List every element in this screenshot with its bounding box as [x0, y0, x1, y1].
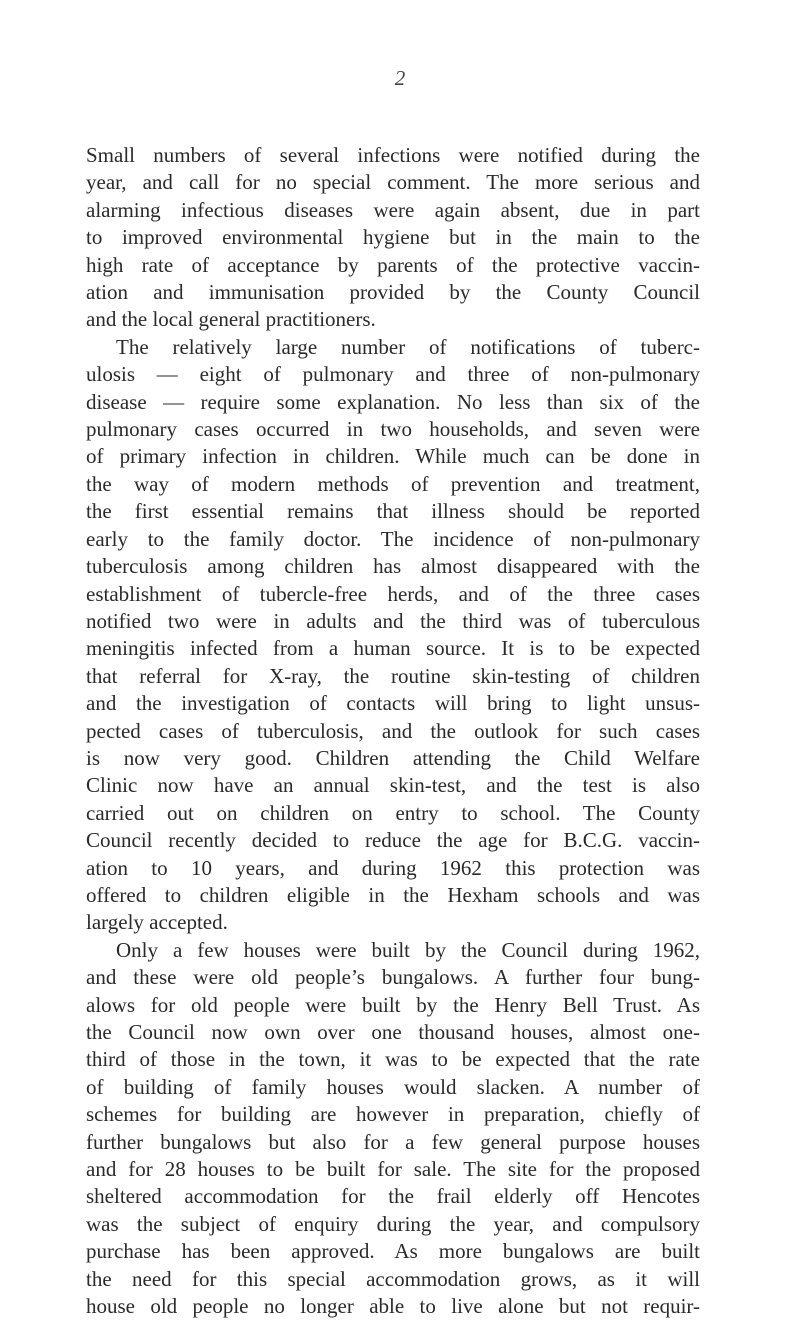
text-line: largely accepted. [86, 910, 228, 935]
text-line: Only a few houses were built by the Council during 1962, [116, 937, 700, 962]
text-line: is now very good. Children attending the Child Welfare [86, 745, 700, 770]
text-line: pulmonary cases occurred in two households, and seven were [86, 417, 700, 442]
text-line: third of those in the town, it was to be expected that the rate [86, 1047, 700, 1072]
text-line: and the investigation of contacts will bring to light unsus- [86, 691, 700, 716]
text-line: alows for old people were built by the Henry Bell Trust. As [86, 992, 700, 1017]
text-line: the need for this special accommodation grows, as it will [86, 1266, 700, 1291]
text-line: meningitis infected from a human source. It is to be expected [86, 636, 700, 661]
text-line: and for 28 houses to be built for sale. The site for the proposed [86, 1157, 700, 1182]
text-line: house old people no longer able to live alone but not requir- [86, 1294, 700, 1319]
text-line: establishment of tubercle-free herds, and of the three cases [86, 581, 700, 606]
text-line: pected cases of tuberculosis, and the outlook for such cases [86, 718, 700, 743]
text-line: the first essential remains that illness should be reported [86, 499, 700, 524]
text-line: was the subject of enquiry during the year, and compulsory [86, 1211, 700, 1236]
text-line: Clinic now have an annual skin-test, and the test is also [86, 773, 700, 798]
paragraph-tuberculosis [86, 334, 700, 937]
text-line: of primary infection in children. While much can be done in [86, 444, 700, 469]
text-line: notified two were in adults and the third was of tuberculous [86, 608, 700, 633]
text-line: ation and immunisation provided by the County Council [86, 280, 700, 305]
text-line: to improved environmental hygiene but in the main to the [86, 225, 700, 250]
text-line: year, and call for no special comment. The more serious and [86, 170, 700, 195]
paragraph-infections [86, 142, 700, 334]
text-line: early to the family doctor. The incidence of non-pulmonary [86, 526, 700, 551]
page-number: 2 [394, 66, 406, 90]
text-line: schemes for building are however in preparation, chiefly of [86, 1102, 700, 1127]
text-line: The relatively large number of notifications of tuberc- [116, 334, 700, 359]
text-line: purchase has been approved. As more bungalows are built [86, 1239, 700, 1264]
text-line: further bungalows but also for a few general purpose houses [86, 1129, 700, 1154]
text-line: high rate of acceptance by parents of the protective vaccin- [86, 252, 700, 277]
body-text [86, 142, 700, 1320]
text-line: and the local general practitioners. [86, 307, 376, 332]
text-line: that referral for X-ray, the routine skin-testing of children [86, 663, 700, 688]
text-line: ation to 10 years, and during 1962 this protection was [86, 855, 700, 880]
paragraph-housing [86, 937, 700, 1321]
text-line: sheltered accommodation for the frail elderly off Hencotes [86, 1184, 700, 1209]
text-line: alarming infectious diseases were again absent, due in part [86, 197, 700, 222]
text-line: tuberculosis among children has almost disappeared with the [86, 554, 700, 579]
text-line: and these were old people’s bungalows. A further four bung- [86, 965, 700, 990]
text-line: Council recently decided to reduce the age for B.C.G. vaccin- [86, 828, 700, 853]
text-line: offered to children eligible in the Hexham schools and was [86, 882, 700, 907]
text-line: of building of family houses would slacken. A number of [86, 1074, 700, 1099]
text-line: ulosis — eight of pulmonary and three of non-pulmonary [86, 362, 700, 387]
text-line: disease — require some explanation. No less than six of the [86, 389, 700, 414]
text-line: carried out on children on entry to school. The County [86, 800, 700, 825]
text-line: the way of modern methods of prevention and treatment, [86, 471, 700, 496]
text-line: the Council now own over one thousand houses, almost one- [86, 1020, 700, 1044]
text-line: Small numbers of several infections were notified during the [86, 143, 700, 167]
